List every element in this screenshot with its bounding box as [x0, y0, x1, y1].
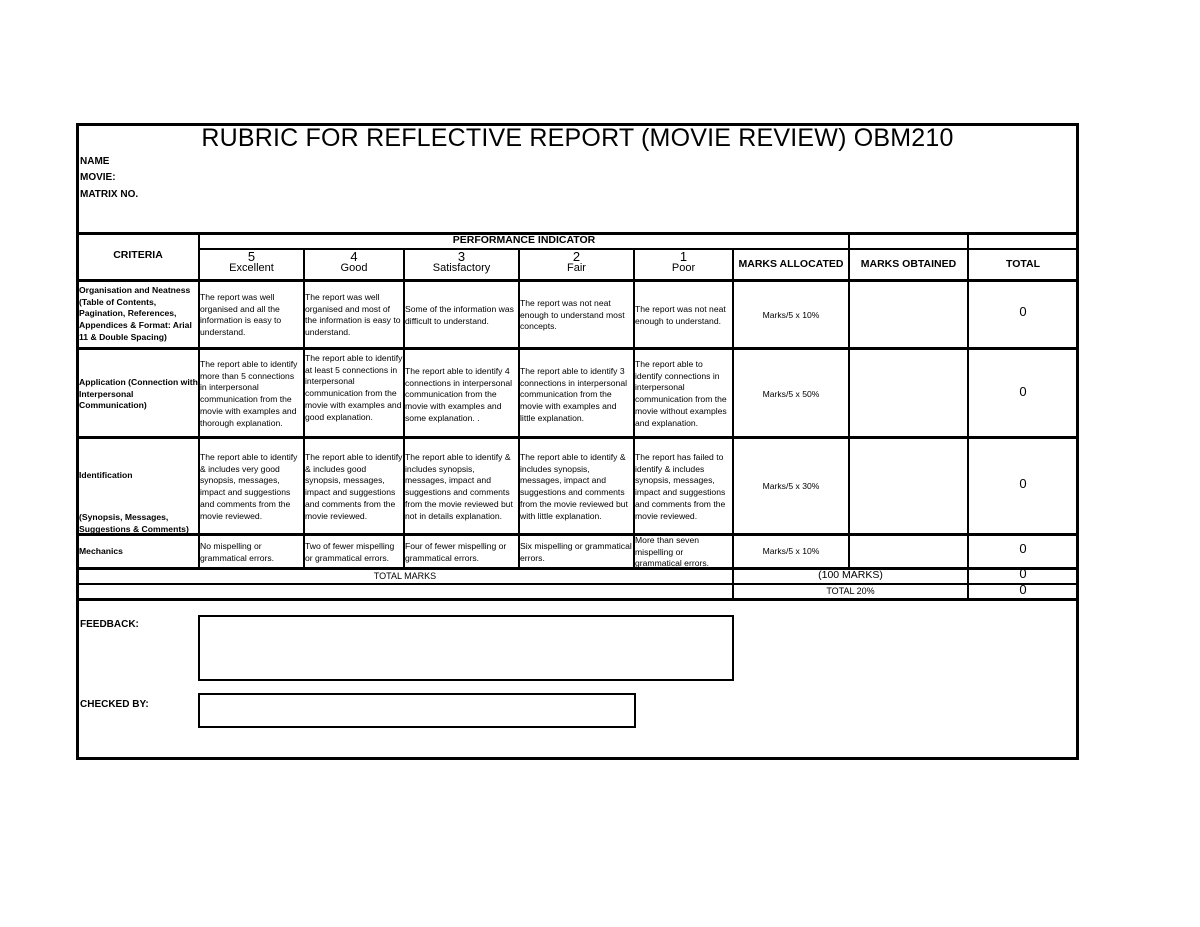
row1-total: 0 — [1019, 306, 1027, 318]
criteria-identification-detail: (Synopsis, Messages, Suggestions & Comments) — [79, 512, 189, 534]
name-label: NAME — [80, 156, 110, 167]
level-header-2: 2 Fair — [567, 251, 586, 274]
row3-marks-allocated: Marks/5 x 30% — [762, 481, 820, 491]
row4-level2: Six mispelling or grammatical errors. — [520, 541, 632, 563]
criteria-organisation: Organisation and Neatness (Table of Contents, Pagination, References, Appendices & Format: Arial 11 & Double Spacing) — [79, 285, 192, 342]
row4-level1: More than seven mispelling or grammatical errors. — [635, 535, 710, 569]
marks-obtained-header: MARKS OBTAINED — [860, 259, 957, 270]
hundred-marks-label: (100 MARKS) — [818, 570, 883, 581]
row3-total: 0 — [1019, 478, 1027, 490]
page-title: RUBRIC FOR REFLECTIVE REPORT (MOVIE REVIEW) OBM210 — [201, 124, 954, 152]
performance-indicator-header: PERFORMANCE INDICATOR — [452, 235, 596, 246]
row3-level3: The report able to identify & includes synopsis, messages, impact and suggestions and comments from the movie reviewed but not in details explanation. — [405, 452, 513, 521]
row2-level1: The report able to identify connections in interpersonal communication from the movie without examples and explanation. — [635, 359, 727, 428]
level-header-4: 4 Good — [340, 251, 368, 274]
row4-level4: Two of fewer mispelling or grammatical errors. — [305, 541, 395, 563]
row4-marks-allocated: Marks/5 x 10% — [762, 546, 820, 556]
criteria-application: Application (Connection with Interpersonal Communication) — [79, 377, 198, 411]
total-20-label: TOTAL 20% — [826, 586, 875, 596]
criteria-identification: Identification — [79, 470, 133, 480]
row2-level5: The report able to identify more than 5 connections in interpersonal communication from the movie with examples and thorough explanation. — [200, 359, 298, 428]
level-header-1: 1 Poor — [671, 251, 696, 274]
row1-level1: The report was not neat enough to understand. — [635, 304, 726, 326]
criteria-mechanics: Mechanics — [79, 546, 123, 556]
total-marks-label: TOTAL MARKS — [373, 571, 437, 581]
total-20-value: 0 — [1019, 584, 1027, 596]
total-header: TOTAL — [1005, 259, 1041, 270]
row2-total: 0 — [1019, 386, 1027, 398]
row3-level4: The report able to identify & includes good synopsis, messages, impact and suggestions and comments from the movie reviewed. — [305, 452, 403, 521]
row3-level5: The report able to identify & includes very good synopsis, messages, impact and suggestions and comments from the movie reviewed. — [200, 452, 298, 521]
row3-level2: The report able to identify & includes synopsis, messages, impact and suggestions and comments from the movie reviewed but with little explanation. — [520, 452, 628, 521]
row4-level5: No mispelling or grammatical errors. — [200, 541, 275, 563]
checked-by-box[interactable] — [198, 693, 636, 728]
row3-level1: The report has failed to identify & includes synopsis, messages, impact and suggestions and comments from the movie reviewed. — [635, 452, 726, 521]
row1-marks-allocated: Marks/5 x 10% — [762, 310, 820, 320]
row4-total: 0 — [1019, 543, 1027, 555]
row1-level3: Some of the information was difficult to understand. — [405, 304, 514, 326]
hundred-marks-value: 0 — [1019, 568, 1027, 580]
row2-level3: The report able to identify 4 connections in interpersonal communication from the movie with examples and some explanation. . — [405, 366, 513, 423]
feedback-label: FEEDBACK: — [80, 619, 139, 630]
criteria-header: CRITERIA — [113, 250, 163, 261]
matrix-no-label: MATRIX NO. — [80, 189, 139, 200]
checked-by-label: CHECKED BY: — [80, 699, 149, 710]
row1-level2: The report was not neat enough to understand most concepts. — [520, 298, 625, 332]
movie-label: MOVIE: — [80, 172, 116, 183]
row2-level4: The report able to identify at least 5 connections in interpersonal communication from the movie with examples and good explanation. — [305, 353, 403, 422]
row4-level3: Four of fewer mispelling or grammatical errors. — [405, 541, 507, 563]
level-header-5: 5 Excellent — [229, 251, 274, 274]
row2-level2: The report able to identify 3 connections in interpersonal communication from the movie with examples and little explanation. — [520, 366, 628, 423]
marks-allocated-header: MARKS ALLOCATED — [738, 259, 844, 270]
row1-level4: The report was well organised and most of the information is easy to understand. — [305, 292, 401, 338]
level-header-3: 3 Satisfactory — [432, 251, 491, 274]
feedback-box[interactable] — [198, 615, 734, 681]
row2-marks-allocated: Marks/5 x 50% — [762, 389, 820, 399]
row1-level5: The report was well organised and all the information is easy to understand. — [200, 292, 282, 338]
